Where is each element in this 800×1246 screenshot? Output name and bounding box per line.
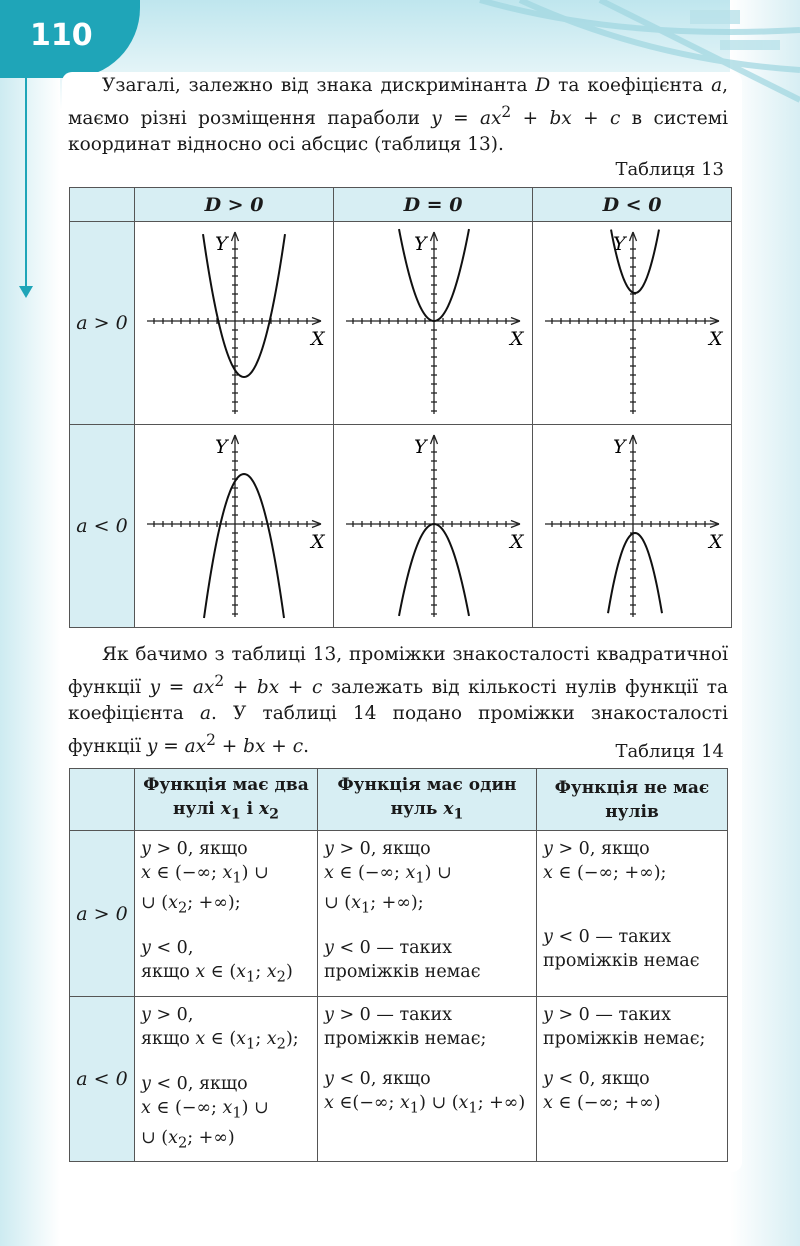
coordinate-axes: [147, 435, 321, 617]
table13-header-d-zero: D = 0: [334, 188, 533, 222]
table14-header-two-zeros: Функція має два нулі $x_1$ і $x_2$: [135, 769, 318, 831]
graph-a-pos-d-neg: [533, 222, 731, 420]
margin-arrow-line: [25, 58, 27, 288]
graph-a-pos-d-pos: [135, 222, 333, 420]
table14-header-one-zero: Функція має один нуль $x_1$: [318, 769, 537, 831]
x-axis-label: X: [510, 328, 524, 350]
coordinate-axes: [147, 232, 321, 414]
y-axis-label: Y: [215, 233, 228, 255]
graph-cell: [533, 425, 732, 628]
table14-cell: y > 0, якщо x ∈ ($x_1$; $x_2$); y < 0, якщо x ∈ (−∞; $x_1$) ∪ ∪ ($x_2$; +∞): [135, 996, 318, 1162]
graph-cell: [334, 222, 533, 425]
x-axis-label: X: [510, 531, 524, 553]
coordinate-axes: [545, 435, 719, 617]
x-axis-label: X: [311, 328, 325, 350]
parabola-curve: [203, 234, 285, 377]
table13-header-d-negative: D < 0: [533, 188, 732, 222]
y-axis-label: Y: [414, 233, 427, 255]
table14-cell: y > 0, якщо x ∈ (−∞; $x_1$) ∪ ∪ ($x_2$; +∞); y < 0, якщо x ∈ ($x_1$; $x_2$): [135, 831, 318, 997]
x-axis-label: X: [311, 531, 325, 553]
table14-row-a-negative: a < 0: [70, 996, 135, 1162]
coordinate-axes: [545, 232, 719, 414]
coordinate-axes: [346, 435, 520, 617]
table14-row-a-positive: a > 0: [70, 831, 135, 997]
y-axis-label: Y: [215, 436, 228, 458]
table13-caption: Таблиця 13: [615, 159, 724, 180]
table14-cell: y > 0 — таких проміжків немає; y < 0, якщо x ∈ (−∞; +∞): [537, 996, 728, 1162]
parabola-curve: [608, 533, 662, 613]
graph-cell: [334, 425, 533, 628]
page-background-left: [0, 0, 60, 1246]
graph-cell: [135, 222, 334, 425]
table14-corner: [70, 769, 135, 831]
page-number: 110: [30, 18, 93, 53]
parabola-curve: [204, 474, 284, 618]
intro-paragraph: Узагалі, залежно від знака дискримінанта D та коефіцієнта a, маємо різні розміщення параболи $y = ax^2$ + bx + c в системі координат відносно осі абсцис (таблиця 13).: [68, 75, 728, 156]
graph-cell: [135, 425, 334, 628]
graph-a-pos-d-zero: [334, 222, 532, 420]
y-axis-label: Y: [414, 436, 427, 458]
table14-cell: y > 0, якщо x ∈ (−∞; $x_1$) ∪ ∪ ($x_1$; +∞); y < 0 — таких проміжків немає: [318, 831, 537, 997]
table13-row-a-negative: a < 0: [70, 425, 135, 628]
graph-a-neg-d-pos: [135, 425, 333, 623]
table14-cell: y > 0 — таких проміжків немає; y < 0, якщо x ∈(−∞; $x_1$) ∪ ($x_1$; +∞): [318, 996, 537, 1162]
graph-a-neg-d-neg: [533, 425, 731, 623]
table13-corner: [70, 188, 135, 222]
margin-arrow-head: [19, 286, 33, 298]
x-axis-label: X: [709, 531, 723, 553]
middle-paragraph: Як бачимо з таблиці 13, проміжки знакосталості квадратичної функції $y = ax^2$ + bx + c залежать від кількості нулів функції та коефіцієнта a. У таблиці 14 подано проміжки знакосталості функції $y = ax^2$ + bx + c.: [68, 644, 729, 758]
table14-cell: y > 0, якщо x ∈ (−∞; +∞); y < 0 — таких проміжків немає: [537, 831, 728, 997]
table-14: [69, 768, 728, 1162]
y-axis-label: Y: [613, 436, 626, 458]
table13-header-d-positive: D > 0: [135, 188, 334, 222]
coordinate-axes: [346, 232, 520, 414]
table14-header-no-zeros: Функція не має нулів: [537, 769, 728, 831]
graph-cell: [533, 222, 732, 425]
x-axis-label: X: [709, 328, 723, 350]
y-axis-label: Y: [613, 233, 626, 255]
table13-row-a-positive: a > 0: [70, 222, 135, 425]
table-13: [69, 187, 732, 628]
graph-a-neg-d-zero: [334, 425, 532, 623]
table14-caption: Таблиця 14: [615, 741, 724, 762]
